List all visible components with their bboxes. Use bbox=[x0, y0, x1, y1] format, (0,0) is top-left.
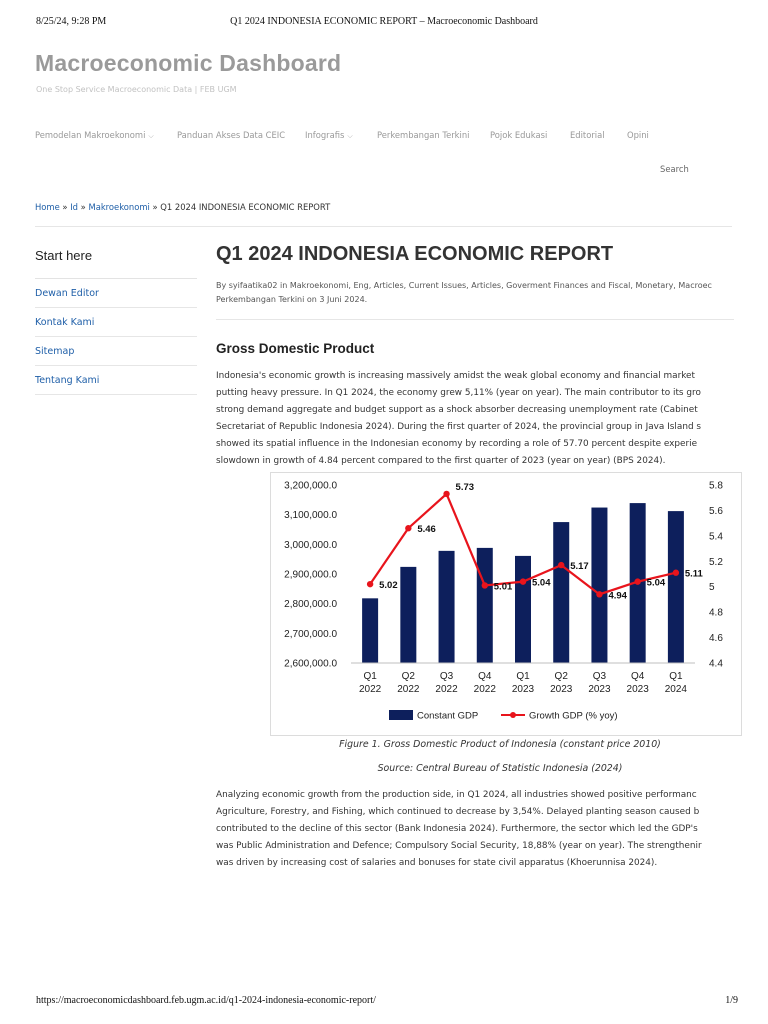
growth-data-label: 5.01 bbox=[493, 581, 513, 593]
growth-point bbox=[367, 581, 373, 587]
paragraph-line: contributed to the decline of this sector (Bank Indonesia 2024). Furthermore, the sector which led the GDP's bbox=[216, 824, 698, 834]
paragraph-line: Secretariat of Republic Indonesia 2024). During the first quarter of 2024, the provincial group in Java Island s bbox=[216, 422, 702, 432]
figure-source: Source: Central Bureau of Statistic Indonesia (2024) bbox=[377, 763, 623, 774]
x-tick-label-quarter: Q1 bbox=[669, 671, 683, 682]
left-axis-tick-label: 3,100,000.0 bbox=[284, 510, 337, 522]
breadcrumb-sep: » bbox=[80, 202, 86, 212]
nav-item-opini[interactable]: Opini bbox=[627, 130, 649, 140]
right-axis-tick-label: 4.8 bbox=[709, 607, 723, 619]
legend-label: Constant GDP bbox=[417, 710, 479, 722]
x-tick-label-quarter: Q2 bbox=[401, 671, 416, 682]
right-axis-tick-label: 5.2 bbox=[709, 556, 723, 568]
site-title[interactable]: Macroeconomic Dashboard bbox=[35, 50, 342, 76]
growth-point bbox=[405, 525, 411, 531]
chevron-down-icon: ⌵ bbox=[148, 132, 154, 140]
right-axis-tick-label: 5.4 bbox=[709, 531, 723, 543]
paragraph-line: was driven by increasing cost of salaries and bonuses for state civil apparatus (Khoerunnisa 2024). bbox=[216, 858, 658, 868]
post-meta bbox=[216, 279, 768, 307]
x-tick-label-quarter: Q2 bbox=[554, 671, 568, 682]
paragraph-line: putting heavy pressure. In Q1 2024, the economy grew 5,11% (year on year). The main contributor to its gro bbox=[216, 388, 701, 398]
growth-point bbox=[443, 491, 449, 497]
x-tick-label-quarter: Q4 bbox=[630, 671, 645, 682]
left-axis-tick-label: 3,200,000.0 bbox=[284, 480, 337, 492]
print-header bbox=[36, 16, 732, 30]
paragraph-line: strong demand aggregate and budget support as a shock absorber decreasing unemployment rate (Cabinet bbox=[216, 405, 698, 415]
sidebar-item-dewan-editor[interactable]: Dewan Editor bbox=[35, 279, 197, 308]
left-axis-tick-label: 2,800,000.0 bbox=[284, 599, 337, 611]
left-axis-tick-label: 2,600,000.0 bbox=[284, 658, 337, 670]
print-page-title: Q1 2024 INDONESIA ECONOMIC REPORT – Macroeconomic Dashboard bbox=[230, 16, 538, 27]
breadcrumb-current: Q1 2024 INDONESIA ECONOMIC REPORT bbox=[160, 202, 331, 212]
divider bbox=[216, 319, 734, 320]
legend-swatch-point bbox=[510, 712, 516, 718]
breadcrumb-category[interactable]: Makroekonomi bbox=[88, 202, 150, 212]
sidebar-item-sitemap[interactable]: Sitemap bbox=[35, 337, 197, 366]
breadcrumb-sep: » bbox=[62, 202, 68, 212]
nav-item-editorial[interactable]: Editorial bbox=[570, 130, 605, 140]
x-tick-label-year: 2023 bbox=[626, 684, 649, 695]
growth-data-label: 5.02 bbox=[379, 580, 398, 592]
left-axis-tick-label: 2,900,000.0 bbox=[284, 569, 337, 581]
gdp-bar bbox=[515, 556, 531, 663]
paragraph bbox=[216, 787, 768, 872]
growth-data-label: 5.17 bbox=[570, 561, 589, 573]
gdp-bar bbox=[553, 522, 569, 663]
nav-item-perkembangan[interactable]: Perkembangan Terkini bbox=[377, 130, 470, 140]
sidebar-item-tentang-kami[interactable]: Tentang Kami bbox=[35, 366, 197, 395]
x-tick-label-year: 2024 bbox=[664, 684, 688, 695]
right-axis-tick-label: 5 bbox=[709, 582, 715, 594]
right-axis-tick-label: 5.6 bbox=[709, 505, 723, 517]
site-tagline: One Stop Service Macroeconomic Data | FEB UGM bbox=[36, 85, 237, 94]
divider bbox=[35, 226, 732, 227]
paragraph-line: showed its spatial influence in the Indonesian economy by recording a role of 57.70 percent despite experie bbox=[216, 439, 698, 449]
x-tick-label-quarter: Q1 bbox=[363, 671, 377, 682]
x-tick-label-year: 2022 bbox=[473, 684, 496, 695]
paragraph-line: Indonesia's economic growth is increasing massively amidst the weak global economy and financial market bbox=[216, 371, 695, 381]
growth-data-label: 4.94 bbox=[608, 590, 627, 602]
right-axis-tick-label: 5.8 bbox=[709, 480, 723, 492]
right-axis-tick-label: 4.6 bbox=[709, 633, 723, 645]
gdp-bar bbox=[362, 598, 378, 663]
x-tick-label-year: 2022 bbox=[435, 684, 458, 695]
breadcrumb-id[interactable]: Id bbox=[70, 202, 78, 212]
breadcrumb bbox=[35, 202, 330, 212]
growth-point bbox=[558, 562, 564, 568]
gdp-bar bbox=[477, 548, 493, 663]
paragraph-line: Analyzing economic growth from the production side, in Q1 2024, all industries showed positive performanc bbox=[216, 790, 697, 800]
breadcrumb-home[interactable]: Home bbox=[35, 202, 60, 212]
right-axis-tick-label: 4.4 bbox=[709, 658, 723, 670]
legend-swatch-bar bbox=[389, 710, 413, 720]
gdp-chart-svg bbox=[271, 473, 741, 735]
print-datetime: 8/25/24, 9:28 PM bbox=[36, 16, 107, 27]
figure-caption: Figure 1. Gross Domestic Product of Indonesia (constant price 2010) bbox=[339, 739, 661, 750]
nav-item-panduan-ceic[interactable]: Panduan Akses Data CEIC bbox=[177, 130, 286, 140]
print-url: https://macroeconomicdashboard.feb.ugm.ac.id/q1-2024-indonesia-economic-report/ bbox=[36, 995, 376, 1006]
growth-data-label: 5.04 bbox=[646, 577, 666, 589]
x-tick-label-year: 2023 bbox=[550, 684, 573, 695]
post-meta-line: By syifaatika02 in Makroekonomi, Eng, Articles, Current Issues, Articles, Goverment Finances and Fiscal, Monetary, Macroec bbox=[216, 281, 712, 290]
left-axis-tick-label: 2,700,000.0 bbox=[284, 628, 337, 640]
gdp-bar bbox=[400, 567, 416, 663]
growth-point bbox=[596, 591, 602, 597]
left-axis-tick-label: 3,000,000.0 bbox=[284, 539, 337, 551]
print-page-number: 1/9 bbox=[725, 995, 738, 1006]
x-tick-label-quarter: Q4 bbox=[478, 671, 492, 682]
gdp-chart bbox=[270, 472, 742, 736]
paragraph-line: slowdown in growth of 4.84 percent compared to the first quarter of 2023 (year on year) (BPS 2024). bbox=[216, 456, 666, 466]
search-link[interactable]: Search bbox=[660, 164, 689, 174]
paragraph bbox=[216, 368, 768, 470]
growth-data-label: 5.46 bbox=[417, 524, 436, 536]
x-tick-label-year: 2022 bbox=[397, 684, 420, 695]
x-tick-label-quarter: Q1 bbox=[516, 671, 530, 682]
x-tick-label-year: 2023 bbox=[588, 684, 611, 695]
section-heading: Gross Domestic Product bbox=[216, 341, 375, 356]
growth-data-label: 5.04 bbox=[532, 577, 551, 589]
nav-item-pemodelan[interactable]: Pemodelan Makroekonomi ⌵ bbox=[35, 130, 154, 140]
paragraph-line: was Public Administration and Defence; Compulsory Social Security, 18,88% (year on year). The strengthenir bbox=[216, 841, 702, 851]
growth-point bbox=[634, 578, 640, 584]
growth-point bbox=[520, 578, 526, 584]
print-footer bbox=[36, 995, 738, 1009]
paragraph-line: Agriculture, Forestry, and Fishing, which continued to decrease by 3,54%. Delayed planting season caused b bbox=[216, 807, 700, 817]
growth-data-label: 5.73 bbox=[455, 481, 475, 493]
breadcrumb-sep: » bbox=[152, 202, 158, 212]
growth-point bbox=[673, 570, 679, 576]
chevron-down-icon: ⌵ bbox=[347, 132, 353, 140]
x-tick-label-quarter: Q3 bbox=[592, 671, 607, 682]
x-tick-label-quarter: Q3 bbox=[439, 671, 454, 682]
growth-point bbox=[482, 582, 488, 588]
post-title: Q1 2024 INDONESIA ECONOMIC REPORT bbox=[216, 243, 614, 265]
gdp-bar bbox=[591, 508, 607, 663]
gdp-bar bbox=[439, 551, 455, 663]
sidebar-title: Start here bbox=[35, 248, 197, 279]
post-meta-line: Perkembangan Terkini on 3 Juni 2024. bbox=[216, 295, 368, 304]
nav-item-infografis[interactable]: Infografis ⌵ bbox=[305, 130, 353, 140]
article bbox=[216, 243, 768, 470]
main-nav bbox=[35, 130, 768, 144]
nav-item-pojok-edukasi[interactable]: Pojok Edukasi bbox=[490, 130, 548, 140]
sidebar bbox=[35, 248, 197, 395]
growth-data-label: 5.11 bbox=[684, 568, 703, 580]
gdp-bar bbox=[668, 511, 684, 663]
legend-label: Growth GDP (% yoy) bbox=[529, 710, 618, 722]
x-tick-label-year: 2023 bbox=[511, 684, 535, 695]
x-tick-label-year: 2022 bbox=[358, 684, 382, 695]
sidebar-item-kontak-kami[interactable]: Kontak Kami bbox=[35, 308, 197, 337]
